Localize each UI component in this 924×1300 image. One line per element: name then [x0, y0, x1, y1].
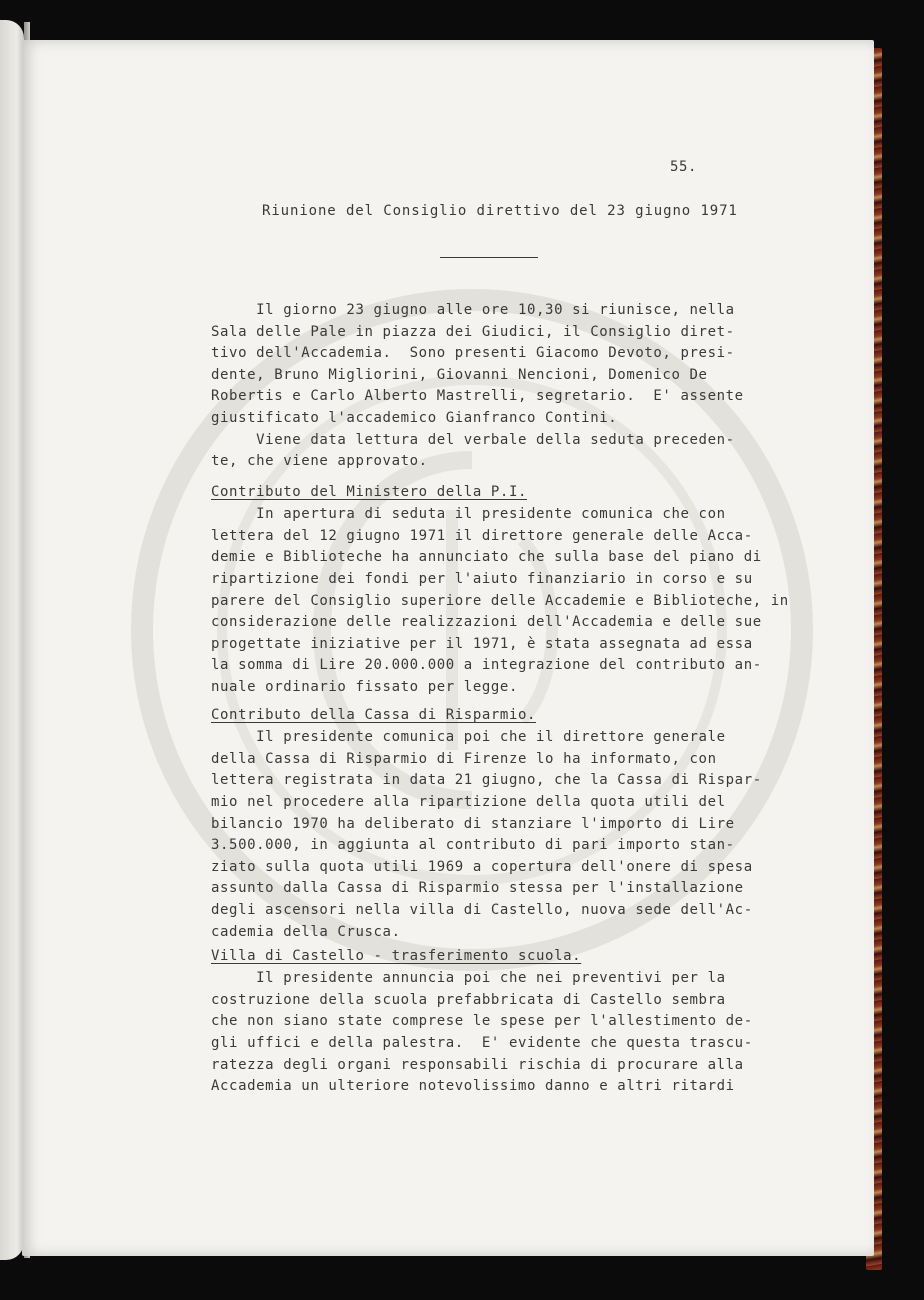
paragraph-line: progettate iniziative per il 1971, è stata assegnata ad essa — [211, 635, 753, 652]
section-heading: Contributo del Ministero della P.I. — [211, 484, 528, 500]
paragraph-line: lettera registrata in data 21 giugno, che la Cassa di Rispar- — [211, 772, 762, 789]
paragraph-line: considerazione delle realizzazioni dell'Accademia e delle sue — [211, 614, 762, 631]
paragraph-line: giustificato l'accademico Gianfranco Contini. — [211, 410, 618, 426]
paragraph-line: lettera del 12 giugno 1971 il direttore generale delle Acca- — [211, 527, 753, 544]
paragraph-line: Robertis e Carlo Alberto Mastrelli, segretario. E' assente — [211, 388, 744, 405]
paragraph-line: parere del Consiglio superiore delle Accademie e Biblioteche, in — [211, 592, 789, 609]
paragraph-line: Sala delle Pale in piazza dei Giudici, il Consiglio diret- — [211, 323, 735, 340]
paragraph-line: Il giorno 23 giugno alle ore 10,30 si riunisce, nella — [211, 302, 735, 318]
paragraph-line: bilancio 1970 ha deliberato di stanziare l'importo di Lire — [211, 815, 735, 832]
paragraph-line: cademia della Crusca. — [211, 923, 401, 940]
paragraph-line: Il presidente annuncia poi che nei preventivi per la — [211, 970, 726, 987]
paragraph-line: mio nel procedere alla ripartizione della quota utili del — [211, 793, 726, 810]
section-heading: Villa di Castello - trasferimento scuola. — [211, 948, 582, 964]
paragraph-line: tivo dell'Accademia. Sono presenti Giacomo Devoto, presi- — [211, 345, 735, 362]
paragraph-line: degli ascensori nella villa di Castello, nuova sede dell'Ac- — [211, 901, 753, 918]
paragraph-line: la somma di Lire 20.000.000 a integrazione del contributo an- — [211, 657, 762, 674]
section-heading: Contributo della Cassa di Risparmio. — [211, 707, 537, 723]
paragraph-line: ratezza degli organi responsabili rischia di procurare alla — [211, 1056, 744, 1073]
title-rule — [440, 257, 538, 258]
paragraph-line: ripartizione dei fondi per l'aiuto finanziario in corso e su — [211, 570, 753, 587]
paragraph-line: assunto dalla Cassa di Risparmio stessa per l'installazione — [211, 880, 744, 897]
paragraph-line: Il presidente comunica poi che il direttore generale — [211, 729, 726, 746]
page-number: 55. — [670, 159, 698, 175]
paragraph-line: te, che viene approvato. — [211, 453, 428, 470]
paragraph-line: demie e Biblioteche ha annunciato che sulla base del piano di — [211, 549, 762, 566]
paragraph-line: In apertura di seduta il presidente comunica che con — [211, 506, 726, 523]
left-page-edge — [0, 20, 24, 1260]
paragraph-line: 3.500.000, in aggiunta al contributo di pari importo stan- — [211, 837, 735, 854]
paragraph-line: che non siano state comprese le spese per l'allestimento de- — [211, 1013, 753, 1030]
paragraph-line: nuale ordinario fissato per legge. — [211, 678, 518, 695]
document-title: Riunione del Consiglio direttivo del 23 giugno 1971 — [262, 203, 738, 219]
paragraph-line: Viene data lettura del verbale della seduta preceden- — [211, 431, 735, 448]
paragraph-line: Accademia un ulteriore notevolissimo danno e altri ritardi — [211, 1078, 735, 1095]
paragraph-line: costruzione della scuola prefabbricata di Castello sembra — [211, 991, 726, 1008]
paragraph-line: gli uffici e della palestra. E' evidente che questa trascu- — [211, 1034, 753, 1051]
paragraph-line: della Cassa di Risparmio di Firenze lo ha informato, con — [211, 750, 717, 767]
paragraph-line: dente, Bruno Migliorini, Giovanni Nencioni, Domenico De — [211, 366, 708, 383]
paragraph-line: ziato sulla quota utili 1969 a copertura dell'onere di spesa — [211, 858, 753, 875]
